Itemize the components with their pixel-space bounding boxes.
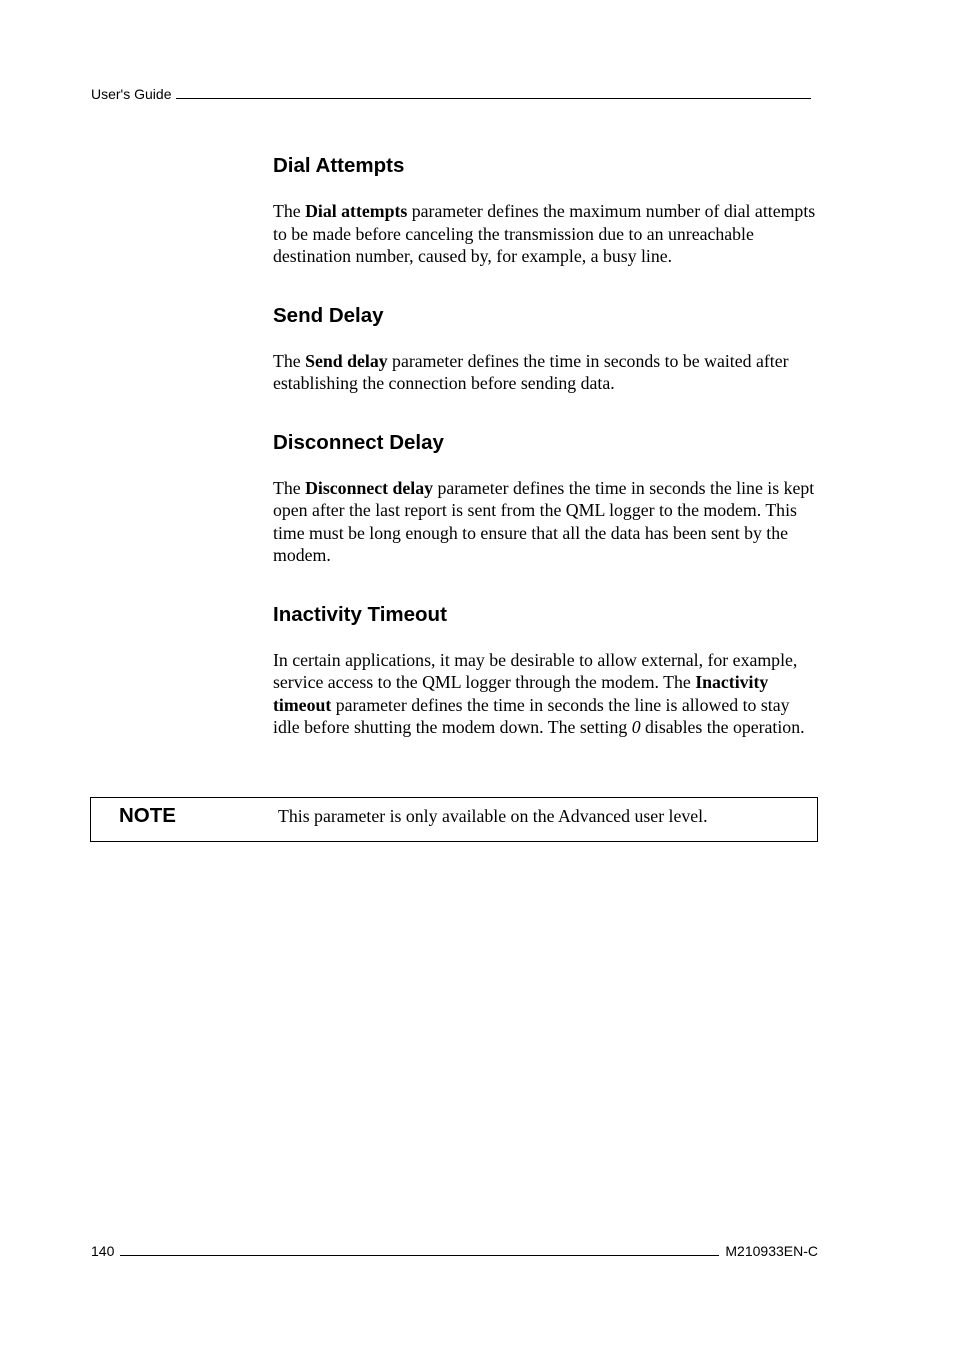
- header-title: User's Guide: [91, 86, 172, 102]
- section-dial-attempts: [273, 152, 818, 268]
- main-content: [273, 152, 818, 773]
- header-rule: [176, 98, 811, 99]
- section-paragraph: [273, 477, 818, 567]
- note-label: NOTE: [119, 804, 176, 827]
- note-box: [90, 797, 818, 842]
- section-paragraph: [273, 350, 818, 395]
- text-run: parameter defines the time in seconds the line is allowed to stay idle before shutting the modem down. The setting: [273, 694, 790, 737]
- section-disconnect-delay: [273, 429, 818, 567]
- section-paragraph: [273, 200, 818, 268]
- section-inactivity-timeout: [273, 601, 818, 739]
- bold-term: Dial attempts: [305, 201, 408, 221]
- text-run: The: [273, 201, 306, 221]
- section-heading: Disconnect Delay: [273, 430, 444, 454]
- text-run: parameter defines the time in seconds the line is kept open after the last report is sent from the QML logger to the modem. This time must be long enough to ensure that all the data has been sent by the modem.: [273, 477, 815, 565]
- text-run: parameter defines the maximum number of dial attempts to be made before canceling the transmission due to an unreachable destination number, caused by, for example, a busy line.: [273, 201, 816, 266]
- bold-term: Send delay: [305, 350, 388, 371]
- section-send-delay: [273, 302, 818, 395]
- bold-term: Inactivity timeout: [273, 672, 769, 715]
- page-header: [91, 86, 811, 102]
- bold-term: Disconnect delay: [305, 477, 434, 498]
- note-text: This parameter is only available on the Advanced user level.: [278, 806, 708, 826]
- text-run: disables the operation.: [640, 717, 805, 737]
- italic-value: 0: [631, 717, 641, 737]
- page-footer: [91, 1243, 818, 1259]
- section-paragraph: [273, 649, 818, 739]
- text-run: parameter defines the time in seconds to be waited after establishing the connection before sending data.: [273, 350, 789, 393]
- text-run: The: [273, 477, 306, 498]
- text-run: The: [273, 350, 306, 371]
- text-run: In certain applications, it may be desirable to allow external, for example, service access to the QML logger through the modem. The: [273, 649, 798, 692]
- footer-rule: [120, 1255, 719, 1256]
- section-heading: Inactivity Timeout: [273, 602, 447, 626]
- section-heading: Send Delay: [273, 303, 384, 327]
- document-code: M210933EN-C: [725, 1243, 818, 1259]
- page-number: 140: [91, 1243, 115, 1259]
- section-heading: Dial Attempts: [273, 154, 405, 177]
